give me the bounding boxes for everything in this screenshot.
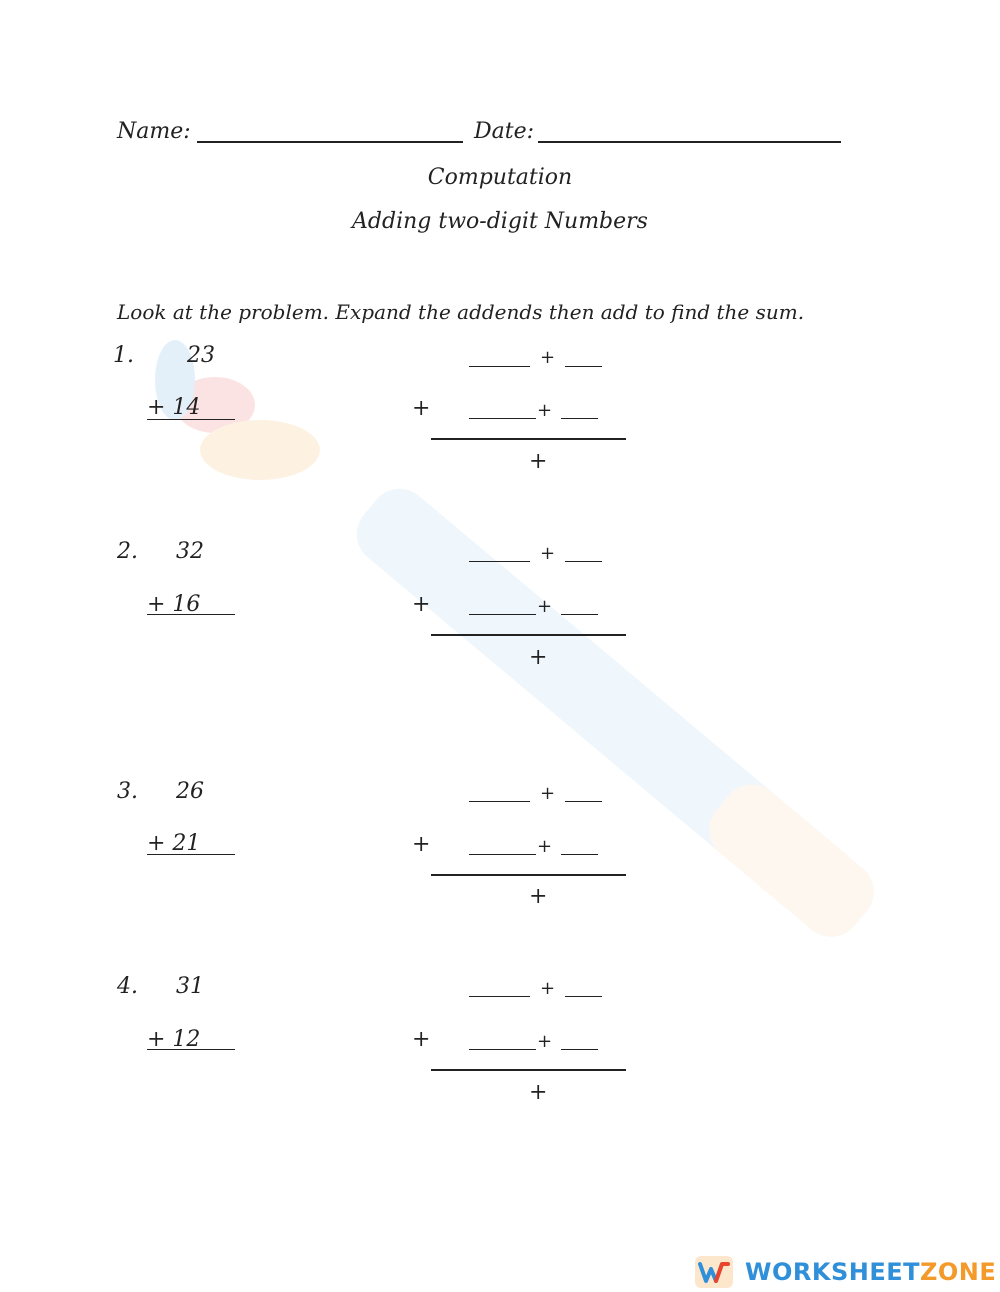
addend-top: 26 bbox=[176, 779, 204, 804]
addend-underline bbox=[147, 614, 235, 615]
date-label: Date: bbox=[474, 119, 535, 144]
brand-footer bbox=[695, 1253, 996, 1291]
addend-bottom: + 14 bbox=[147, 395, 201, 420]
name-label: Name: bbox=[117, 119, 191, 144]
ones-blank bbox=[561, 1049, 598, 1050]
tens-blank bbox=[469, 801, 530, 802]
ones-blank bbox=[565, 996, 602, 997]
ones-blank bbox=[561, 854, 598, 855]
addend-bottom: + 16 bbox=[147, 592, 201, 617]
ones-blank bbox=[565, 561, 602, 562]
tens-blank bbox=[469, 1049, 536, 1050]
ones-blank bbox=[561, 614, 598, 615]
plus-sign: + bbox=[540, 543, 556, 564]
addend-underline bbox=[147, 1049, 235, 1050]
plus-sign: + bbox=[529, 1080, 548, 1105]
problem-number: 1. bbox=[113, 343, 134, 368]
plus-sign: + bbox=[537, 400, 553, 421]
plus-sign: + bbox=[412, 592, 431, 617]
tens-blank bbox=[469, 561, 530, 562]
addend-underline bbox=[147, 854, 235, 855]
brand-name bbox=[745, 1258, 996, 1286]
date-line bbox=[538, 141, 841, 143]
worksheet-title: Computation bbox=[427, 165, 573, 190]
tens-blank bbox=[469, 366, 530, 367]
name-line bbox=[197, 141, 463, 143]
tens-blank bbox=[469, 854, 536, 855]
sum-line bbox=[431, 438, 626, 440]
plus-sign: + bbox=[529, 449, 548, 474]
sum-line bbox=[431, 874, 626, 876]
plus-sign: + bbox=[529, 884, 548, 909]
problem-number: 2. bbox=[117, 539, 138, 564]
worksheetzone-logo-icon bbox=[695, 1256, 733, 1288]
plus-sign: + bbox=[537, 1031, 553, 1052]
ones-blank bbox=[565, 366, 602, 367]
plus-sign: + bbox=[540, 783, 556, 804]
plus-sign: + bbox=[412, 396, 431, 421]
tens-blank bbox=[469, 614, 536, 615]
addend-top: 31 bbox=[176, 974, 204, 999]
worksheet-subtitle: Adding two-digit Numbers bbox=[352, 209, 648, 234]
brand-name-part2: ZONE bbox=[919, 1258, 997, 1286]
plus-sign: + bbox=[412, 832, 431, 857]
plus-sign: + bbox=[540, 347, 556, 368]
plus-sign: + bbox=[412, 1027, 431, 1052]
plus-sign: + bbox=[537, 836, 553, 857]
tens-blank bbox=[469, 996, 530, 997]
addend-top: 23 bbox=[187, 343, 215, 368]
ones-blank bbox=[565, 801, 602, 802]
addend-bottom: + 12 bbox=[147, 1027, 201, 1052]
brand-name-part1: WORKSHEET bbox=[745, 1258, 920, 1286]
instructions: Look at the problem. Expand the addends then add to find the sum. bbox=[117, 300, 805, 324]
addend-underline bbox=[147, 419, 235, 420]
addend-top: 32 bbox=[176, 539, 204, 564]
addend-bottom: + 21 bbox=[147, 831, 201, 856]
problem-number: 4. bbox=[117, 974, 138, 999]
plus-sign: + bbox=[529, 645, 548, 670]
sum-line bbox=[431, 1069, 626, 1071]
problem-number: 3. bbox=[117, 779, 138, 804]
plus-sign: + bbox=[537, 596, 553, 617]
sum-line bbox=[431, 634, 626, 636]
ones-blank bbox=[561, 418, 598, 419]
plus-sign: + bbox=[540, 978, 556, 999]
tens-blank bbox=[469, 418, 536, 419]
